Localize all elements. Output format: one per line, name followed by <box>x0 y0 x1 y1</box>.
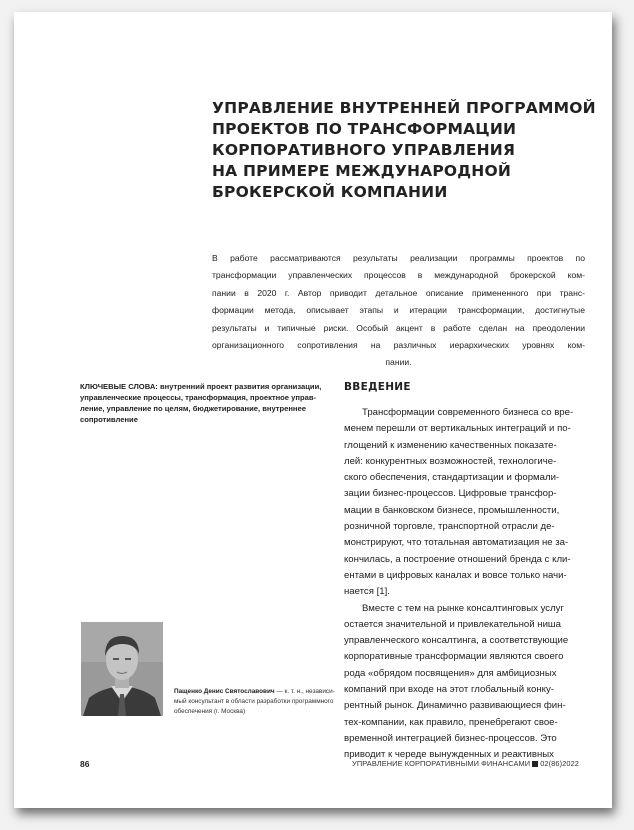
page-number: 86 <box>80 759 90 769</box>
abstract-line: трансформации управленческих процессов в международной брокерской ком- <box>212 270 585 281</box>
body-line: ского обеспечения, стандартизации и формали- <box>344 472 560 484</box>
body-line: ентами в цифровых каналах и вовсе только начи- <box>344 569 567 581</box>
body-line: глощений к изменению качественных показате- <box>344 439 557 451</box>
body-line: приводит к череде вынужденных и реактивных <box>344 749 554 761</box>
body-line: менем перешли от вертикальных интеграций и по- <box>344 423 571 435</box>
body-text <box>344 405 589 764</box>
keywords-line: сопротивление <box>80 415 138 424</box>
keywords <box>80 381 330 425</box>
keywords-line: управленческие процессы, трансформация, проектное управ- <box>80 393 317 402</box>
body-line: Трансформации современного бизнеса со вре- <box>362 407 574 418</box>
body-line: рода «обрядом посвящения» для амбициозных <box>344 667 557 679</box>
body-line: розничной торговле, транспортной отрасли де- <box>344 521 555 533</box>
body-line: нается [1]. <box>344 586 390 598</box>
title-line: НА ПРИМЕРЕ МЕЖДУНАРОДНОЙ <box>212 162 511 180</box>
article-title <box>212 98 596 203</box>
body-line: монстрируют, что тотальная автоматизация не за- <box>344 537 569 549</box>
abstract <box>212 250 585 372</box>
journal-issue: 02(86)2022 <box>540 759 579 768</box>
body-line: тех-компании, как правило, пренебрегают свое- <box>344 716 558 728</box>
keywords-line: КЛЮЧЕВЫЕ СЛОВА: внутренний проект развития организации, <box>80 382 322 391</box>
journal-name: УПРАВЛЕНИЕ КОРПОРАТИВНЫМИ ФИНАНСАМИ <box>352 759 531 768</box>
author-degree: — к. т. н., независи- <box>274 688 335 695</box>
author-line: обеспечения (г. Москва) <box>174 708 246 715</box>
body-line: корпоративные трансформации являются своего <box>344 651 564 663</box>
body-line: мации в банковском бизнесе, промышленности, <box>344 504 560 516</box>
abstract-line: организационного сопротивления на различных иерархических уровнях ком- <box>212 340 585 351</box>
body-line: кончилась, а построение отношений бренда с кли- <box>344 553 571 565</box>
keywords-line: ление, управление по целям, бюджетирование, внутреннее <box>80 404 306 413</box>
section-title: ВВЕДЕНИЕ <box>344 381 411 393</box>
abstract-line: пании. <box>385 357 412 368</box>
author-line: мый консультант в области разработки программного <box>174 698 334 705</box>
body-line: остается значительной и привлекательной ниша <box>344 618 561 630</box>
body-line: зации бизнес-процессов. Цифровые трансфор- <box>344 488 557 500</box>
author-portrait-image <box>81 622 163 716</box>
author-name: Пащенко Денис Святославович <box>174 688 275 695</box>
title-line: ПРОЕКТОВ ПО ТРАНСФОРМАЦИИ <box>212 120 517 138</box>
abstract-line: результаты и типичные риски. Особый акцент в работе сделан на преодолении <box>212 322 585 333</box>
body-line: рентный рынок. Динамично развивающиеся фин- <box>344 700 566 712</box>
body-line: управленческого консалтинга, а соответствующие <box>344 635 569 647</box>
journal-page <box>14 12 612 808</box>
journal-footer <box>352 759 579 768</box>
abstract-line: В работе рассматриваются результаты реализации программы проектов по <box>212 253 585 263</box>
body-line: временной интеграцией бизнес-процессов. Это <box>344 732 557 744</box>
title-line: УПРАВЛЕНИЕ ВНУТРЕННЕЙ ПРОГРАММОЙ <box>212 99 596 117</box>
author-line <box>174 687 336 697</box>
abstract-line: пании в 2020 г. Автор приводит детальное описание примененного при транс- <box>212 287 585 298</box>
body-line: Вместе с тем на рынке консалтинговых услуг <box>362 602 564 614</box>
body-line: лей: конкурентных возможностей, технологиче- <box>344 455 557 467</box>
author-info <box>174 687 336 717</box>
square-separator-icon <box>532 761 538 767</box>
title-line: БРОКЕРСКОЙ КОМПАНИИ <box>212 183 448 201</box>
body-line: компаний при входе на этот глобальный конку- <box>344 684 554 696</box>
abstract-line: формации метода, описывает этапы и итерации трансформации, достигнутые <box>212 305 585 316</box>
author-photo <box>81 622 163 716</box>
title-line: КОРПОРАТИВНОГО УПРАВЛЕНИЯ <box>212 141 516 159</box>
